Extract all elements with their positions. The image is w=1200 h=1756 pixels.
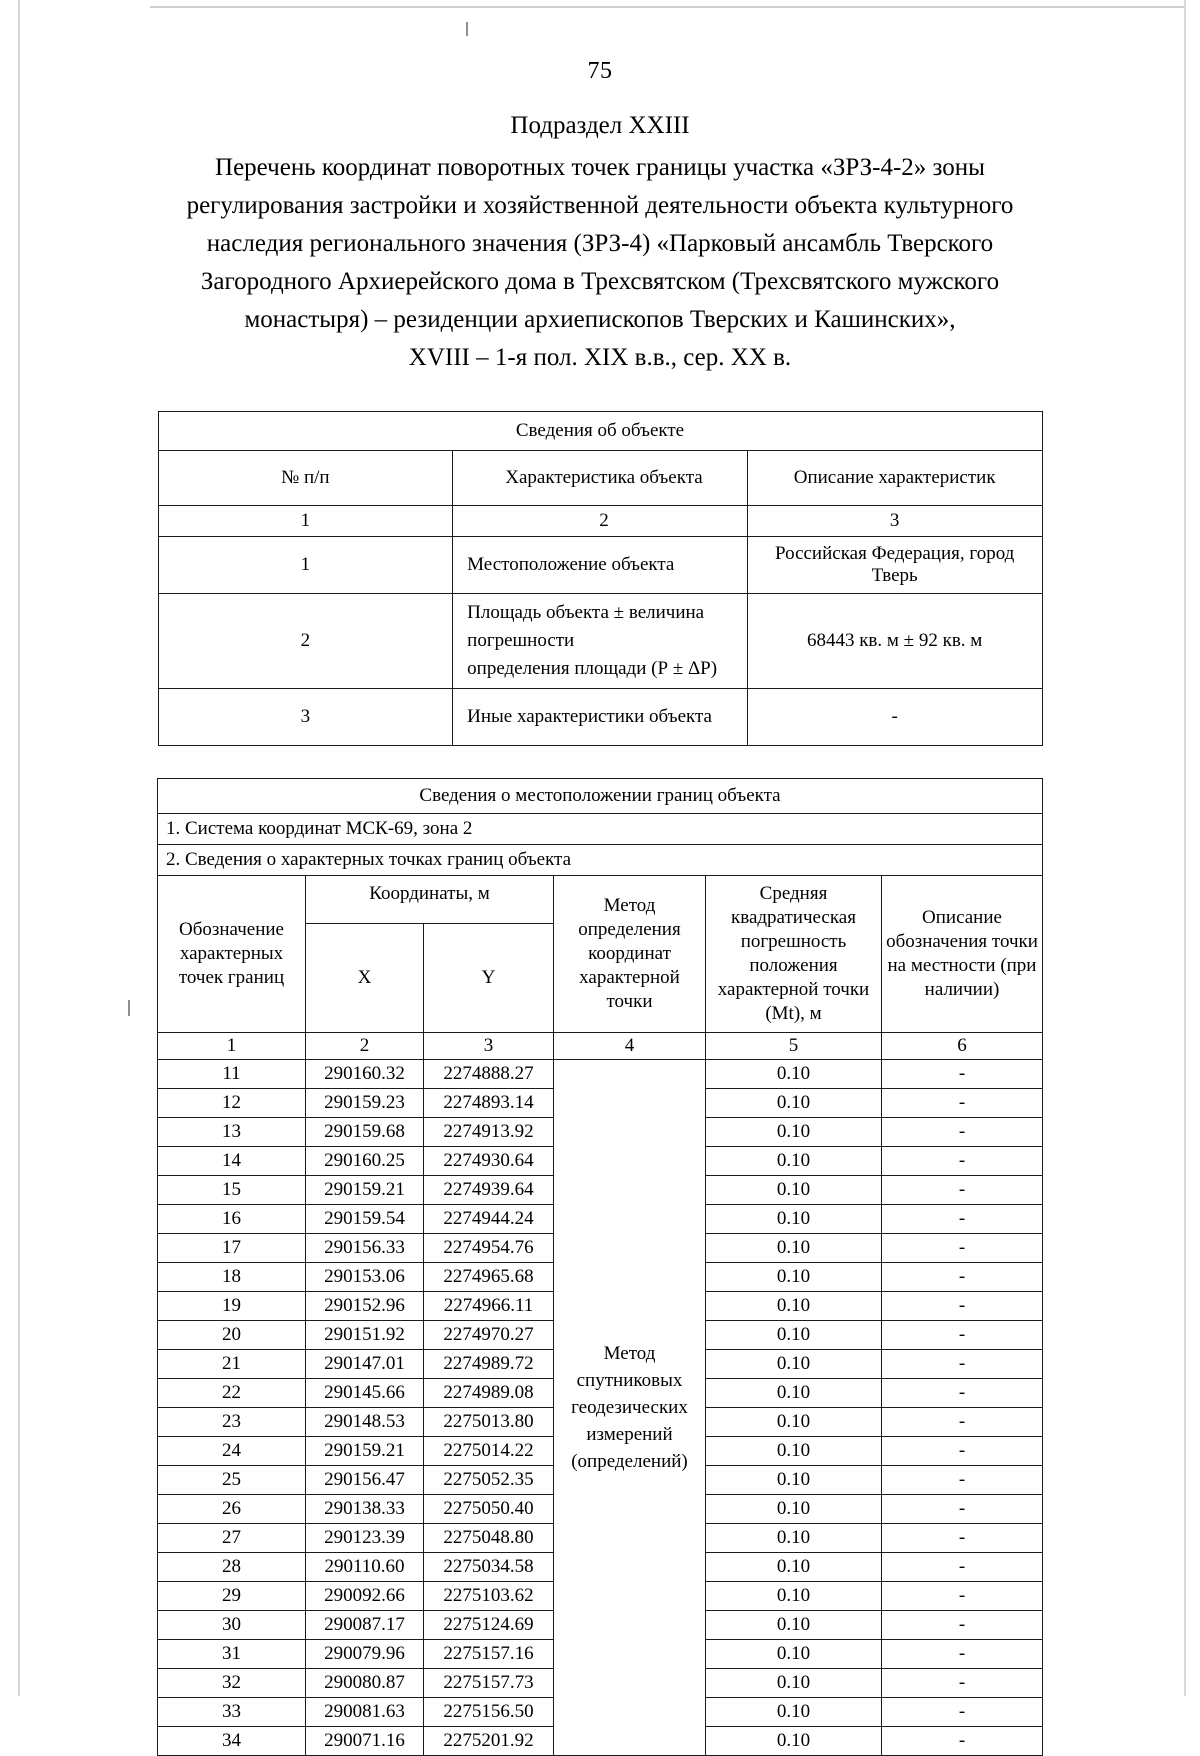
coordinate-y: 2274939.64 (424, 1176, 554, 1205)
coordinate-y: 2275048.80 (424, 1524, 554, 1553)
document-title-block (160, 107, 1040, 377)
coordinate-y: 2275034.58 (424, 1553, 554, 1582)
mean-square-error: 0.10 (706, 1698, 882, 1727)
coordinate-y: 2275156.50 (424, 1698, 554, 1727)
object-table-header-row (158, 451, 1042, 506)
object-row1-characteristic: Местоположение объекта (453, 537, 748, 594)
object-colnum-1: 1 (158, 506, 453, 537)
point-description: - (882, 1582, 1043, 1611)
mean-square-error: 0.10 (706, 1379, 882, 1408)
object-row2-description: 68443 кв. м ± 92 кв. м (747, 594, 1042, 689)
point-description: - (882, 1495, 1043, 1524)
table-row (158, 537, 1042, 594)
coordinate-y: 2274954.76 (424, 1234, 554, 1263)
object-row1-no: 1 (158, 537, 453, 594)
coordinate-x: 290123.39 (306, 1524, 424, 1553)
point-description: - (882, 1060, 1043, 1089)
coordinate-y: 2275052.35 (424, 1466, 554, 1495)
bounds-table-caption-row (158, 779, 1043, 814)
bounds-colnum-1: 1 (158, 1033, 306, 1060)
coordinate-y: 2274966.11 (424, 1292, 554, 1321)
document-title (160, 149, 1040, 377)
mean-square-error: 0.10 (706, 1611, 882, 1640)
coordinate-x: 290145.66 (306, 1379, 424, 1408)
bounds-header-x: X (306, 924, 424, 1033)
point-description: - (882, 1321, 1043, 1350)
coordinate-x: 290159.21 (306, 1437, 424, 1466)
coordinate-x: 290159.21 (306, 1176, 424, 1205)
coordinate-y: 2274944.24 (424, 1205, 554, 1234)
boundary-points-table (157, 778, 1043, 1756)
mean-square-error: 0.10 (706, 1466, 882, 1495)
mean-square-error: 0.10 (706, 1669, 882, 1698)
coordinate-x: 290147.01 (306, 1350, 424, 1379)
mean-square-error: 0.10 (706, 1321, 882, 1350)
bounds-header-method: Метод определения координат характерной точки (554, 876, 706, 1033)
mean-square-error: 0.10 (706, 1089, 882, 1118)
point-description: - (882, 1234, 1043, 1263)
point-number: 16 (158, 1205, 306, 1234)
object-table-caption: Сведения об объекте (158, 412, 1042, 451)
object-row1-description: Российская Федерация, город Тверь (747, 537, 1042, 594)
title-line-5: монастыря) – резиденции архиепископов Тверских и Кашинских», (244, 306, 956, 333)
coordinate-x: 290092.66 (306, 1582, 424, 1611)
title-line-2: регулирования застройки и хозяйственной деятельности объекта культурного (186, 192, 1014, 219)
object-colnum-3: 3 (747, 506, 1042, 537)
coordinate-x: 290071.16 (306, 1727, 424, 1756)
object-header-characteristic: Характеристика объекта (453, 451, 748, 506)
title-line-1: Перечень координат поворотных точек границы участка «ЗРЗ-4-2» зоны (215, 154, 985, 181)
object-row2-characteristic-line1: Площадь объекта ± величина погрешности (467, 602, 705, 651)
coordinate-x: 290087.17 (306, 1611, 424, 1640)
bounds-colnum-5: 5 (706, 1033, 882, 1060)
coordinate-y: 2275103.62 (424, 1582, 554, 1611)
bounds-table-column-numbers-row (158, 1033, 1043, 1060)
point-description: - (882, 1466, 1043, 1495)
point-description: - (882, 1176, 1043, 1205)
bounds-table-body (158, 1060, 1043, 1756)
coordinate-x: 290138.33 (306, 1495, 424, 1524)
mean-square-error: 0.10 (706, 1640, 882, 1669)
point-number: 33 (158, 1698, 306, 1727)
mean-square-error: 0.10 (706, 1292, 882, 1321)
mean-square-error: 0.10 (706, 1118, 882, 1147)
coordinate-y: 2274989.08 (424, 1379, 554, 1408)
coordinate-x: 290081.63 (306, 1698, 424, 1727)
point-description: - (882, 1698, 1043, 1727)
table-row (158, 1060, 1043, 1089)
point-description: - (882, 1350, 1043, 1379)
point-description: - (882, 1611, 1043, 1640)
bounds-table-caption: Сведения о местоположении границ объекта (158, 779, 1043, 814)
mean-square-error: 0.10 (706, 1176, 882, 1205)
bounds-table-note-row-2 (158, 845, 1043, 876)
object-row3-characteristic: Иные характеристики объекта (453, 689, 748, 746)
object-table-column-numbers-row (158, 506, 1042, 537)
point-description: - (882, 1727, 1043, 1756)
coordinate-y: 2274970.27 (424, 1321, 554, 1350)
mean-square-error: 0.10 (706, 1582, 882, 1611)
characteristic-points-note: 2. Сведения о характерных точках границ объекта (158, 845, 1043, 876)
scan-edge-right (1184, 0, 1186, 1696)
point-number: 22 (158, 1379, 306, 1408)
point-description: - (882, 1640, 1043, 1669)
point-number: 28 (158, 1553, 306, 1582)
point-number: 15 (158, 1176, 306, 1205)
coordinate-x: 290159.68 (306, 1118, 424, 1147)
scan-artifact-mark (466, 22, 468, 36)
coordinate-y: 2274930.64 (424, 1147, 554, 1176)
mean-square-error: 0.10 (706, 1234, 882, 1263)
scan-edge-left (18, 0, 20, 1696)
method-of-determination: Метод спутниковых геодезических измерений (определений) (554, 1060, 706, 1756)
point-number: 27 (158, 1524, 306, 1553)
coordinate-x: 290159.23 (306, 1089, 424, 1118)
coordinate-x: 290080.87 (306, 1669, 424, 1698)
coordinate-x: 290151.92 (306, 1321, 424, 1350)
mean-square-error: 0.10 (706, 1408, 882, 1437)
point-number: 11 (158, 1060, 306, 1089)
coordinate-y: 2274989.72 (424, 1350, 554, 1379)
title-line-4: Загородного Архиерейского дома в Трехсвятском (Трехсвятского мужского (200, 268, 1000, 295)
bounds-header-y: Y (424, 924, 554, 1033)
coordinate-y: 2275013.80 (424, 1408, 554, 1437)
point-description: - (882, 1669, 1043, 1698)
point-number: 21 (158, 1350, 306, 1379)
point-description: - (882, 1379, 1043, 1408)
object-header-no: № п/п (158, 451, 453, 506)
mean-square-error: 0.10 (706, 1263, 882, 1292)
coordinate-x: 290159.54 (306, 1205, 424, 1234)
coordinate-system-note: 1. Система координат МСК-69, зона 2 (158, 814, 1043, 845)
point-number: 24 (158, 1437, 306, 1466)
object-row2-characteristic (453, 594, 748, 689)
coordinate-x: 290148.53 (306, 1408, 424, 1437)
coordinate-y: 2275201.92 (424, 1727, 554, 1756)
point-number: 32 (158, 1669, 306, 1698)
coordinate-y: 2275124.69 (424, 1611, 554, 1640)
title-line-6: XVIII – 1-я пол. XIX в.в., сер. XX в. (408, 344, 792, 371)
coordinate-x: 290160.25 (306, 1147, 424, 1176)
point-number: 25 (158, 1466, 306, 1495)
coordinate-x: 290110.60 (306, 1553, 424, 1582)
mean-square-error: 0.10 (706, 1437, 882, 1466)
object-row2-characteristic-line2: определения площади (Р ± ΔР) (467, 658, 718, 679)
object-row2-no: 2 (158, 594, 453, 689)
object-row3-no: 3 (158, 689, 453, 746)
point-description: - (882, 1118, 1043, 1147)
point-number: 26 (158, 1495, 306, 1524)
coordinate-x: 290079.96 (306, 1640, 424, 1669)
object-table-caption-row (158, 412, 1042, 451)
object-colnum-2: 2 (453, 506, 748, 537)
mean-square-error: 0.10 (706, 1205, 882, 1234)
subsection-heading: Подраздел XXIII (510, 112, 690, 139)
point-number: 20 (158, 1321, 306, 1350)
object-info-table (158, 411, 1043, 746)
coordinate-x: 290156.47 (306, 1466, 424, 1495)
scan-artifact-mark-2 (128, 1000, 130, 1016)
coordinate-y: 2275014.22 (424, 1437, 554, 1466)
coordinate-x: 290152.96 (306, 1292, 424, 1321)
scan-edge-top (150, 6, 1184, 8)
mean-square-error: 0.10 (706, 1060, 882, 1089)
bounds-header-coordinates-group: Координаты, м (306, 876, 554, 924)
point-description: - (882, 1147, 1043, 1176)
point-description: - (882, 1408, 1043, 1437)
point-number: 17 (158, 1234, 306, 1263)
bounds-header-mt: Средняя квадратическая погрешность положения характерной точки (Mt), м (706, 876, 882, 1033)
object-header-description: Описание характеристик (747, 451, 1042, 506)
point-number: 12 (158, 1089, 306, 1118)
point-number: 13 (158, 1118, 306, 1147)
bounds-colnum-2: 2 (306, 1033, 424, 1060)
table-row (158, 594, 1042, 689)
point-description: - (882, 1263, 1043, 1292)
coordinate-y: 2275157.73 (424, 1669, 554, 1698)
mean-square-error: 0.10 (706, 1495, 882, 1524)
point-number: 19 (158, 1292, 306, 1321)
mean-square-error: 0.10 (706, 1147, 882, 1176)
bounds-colnum-3: 3 (424, 1033, 554, 1060)
point-description: - (882, 1292, 1043, 1321)
object-row3-description: - (747, 689, 1042, 746)
mean-square-error: 0.10 (706, 1553, 882, 1582)
point-number: 18 (158, 1263, 306, 1292)
coordinate-y: 2274913.92 (424, 1118, 554, 1147)
coordinate-x: 290156.33 (306, 1234, 424, 1263)
bounds-colnum-6: 6 (882, 1033, 1043, 1060)
bounds-table-header-row-1 (158, 876, 1043, 924)
bounds-table-note-row-1 (158, 814, 1043, 845)
title-line-3: наследия регионального значения (ЗРЗ-4) «Парковый ансамбль Тверского (206, 230, 994, 257)
bounds-colnum-4: 4 (554, 1033, 706, 1060)
table-row (158, 689, 1042, 746)
point-description: - (882, 1437, 1043, 1466)
page-number: 75 (587, 58, 613, 84)
coordinate-x: 290160.32 (306, 1060, 424, 1089)
coordinate-x: 290153.06 (306, 1263, 424, 1292)
bounds-header-description: Описание обозначения точки на местности (при наличии) (882, 876, 1043, 1033)
mean-square-error: 0.10 (706, 1524, 882, 1553)
bounds-header-point: Обозначение характерных точек границ (158, 876, 306, 1033)
point-description: - (882, 1089, 1043, 1118)
mean-square-error: 0.10 (706, 1350, 882, 1379)
point-description: - (882, 1524, 1043, 1553)
point-number: 31 (158, 1640, 306, 1669)
coordinate-y: 2275157.16 (424, 1640, 554, 1669)
coordinate-y: 2274893.14 (424, 1089, 554, 1118)
point-description: - (882, 1553, 1043, 1582)
coordinate-y: 2274965.68 (424, 1263, 554, 1292)
point-number: 23 (158, 1408, 306, 1437)
point-number: 30 (158, 1611, 306, 1640)
point-number: 14 (158, 1147, 306, 1176)
point-number: 29 (158, 1582, 306, 1611)
coordinate-y: 2274888.27 (424, 1060, 554, 1089)
coordinate-y: 2275050.40 (424, 1495, 554, 1524)
point-description: - (882, 1205, 1043, 1234)
point-number: 34 (158, 1727, 306, 1756)
mean-square-error: 0.10 (706, 1727, 882, 1756)
